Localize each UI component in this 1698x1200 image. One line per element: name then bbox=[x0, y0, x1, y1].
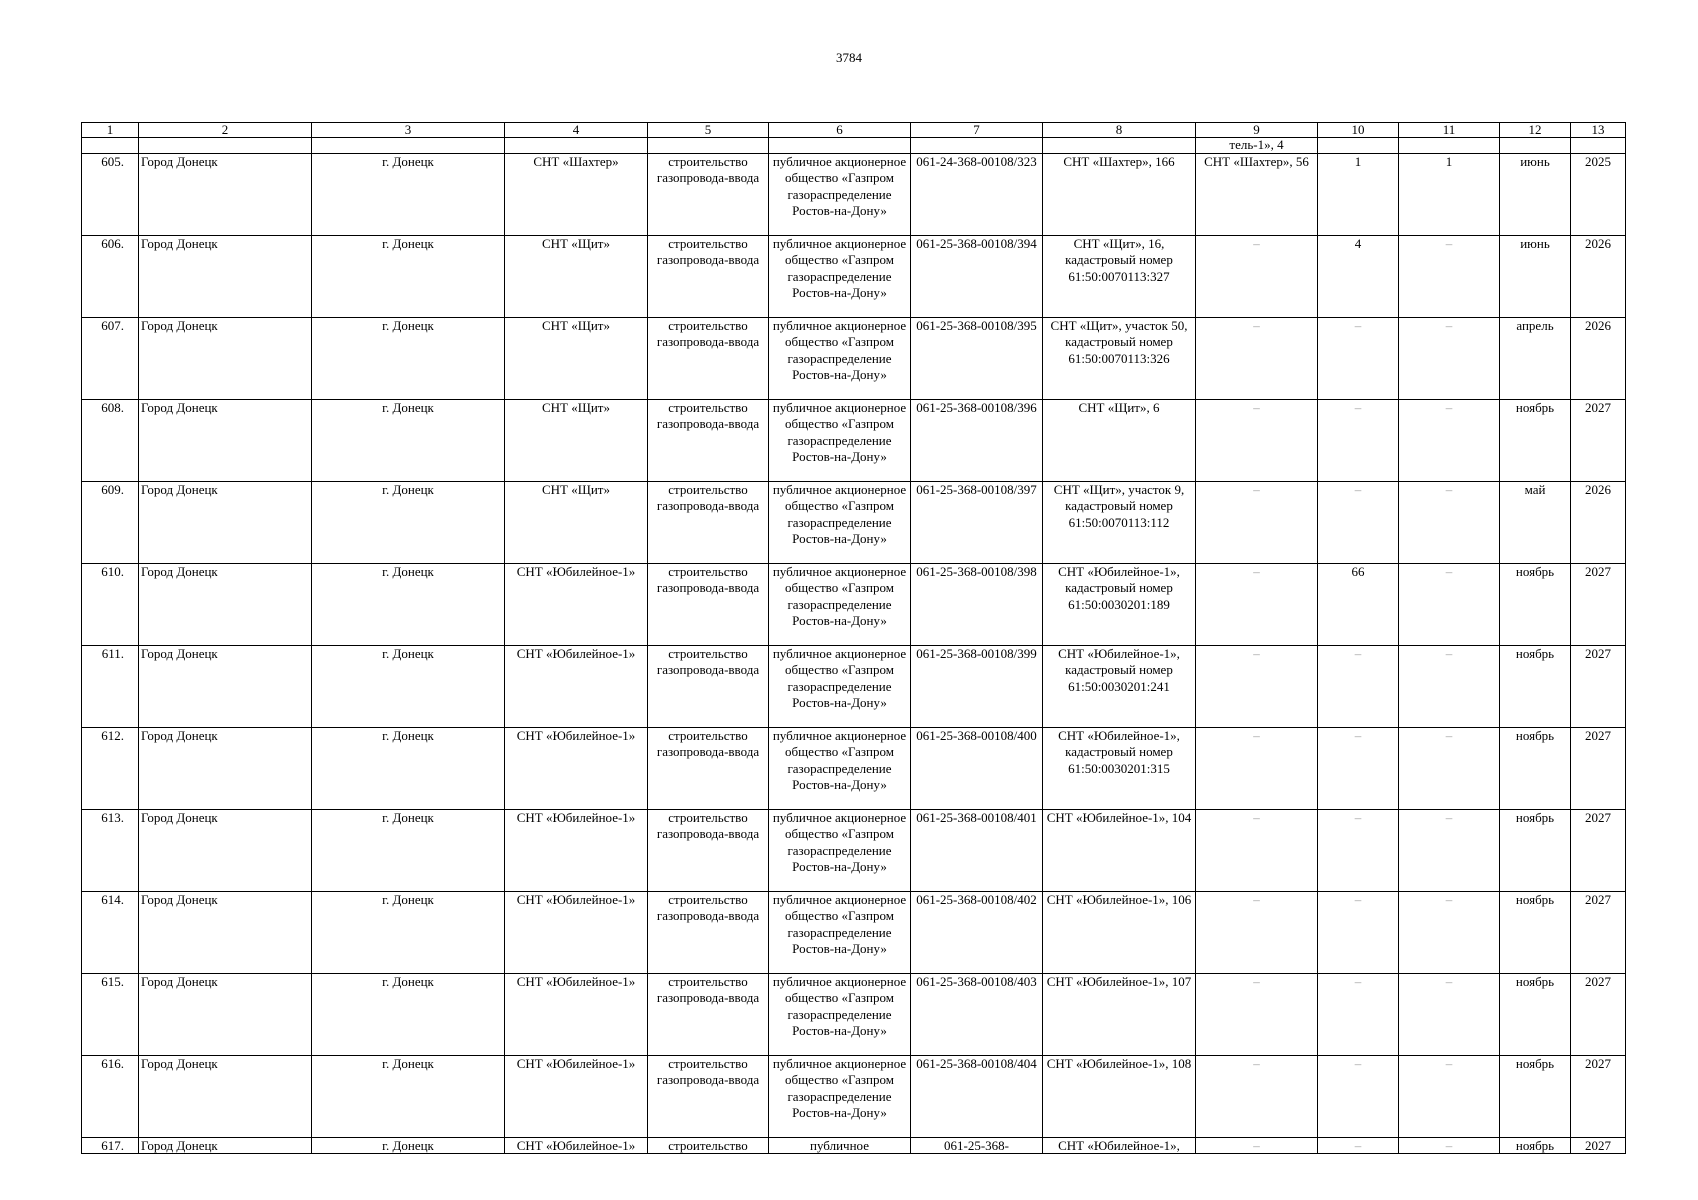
address-cell: СНТ «Юбилейное-1», 106 bbox=[1043, 892, 1196, 974]
address-cell: СНТ «Щит», участок 9, кадастровый номер 61:50:0070113:112 bbox=[1043, 482, 1196, 564]
work-type-cell: строительство газопровода-ввода bbox=[648, 482, 769, 564]
table-cell bbox=[1571, 138, 1626, 154]
code-cell: 061-25-368-00108/400 bbox=[911, 728, 1043, 810]
col11-cell: – bbox=[1399, 400, 1500, 482]
year-cell: 2027 bbox=[1571, 646, 1626, 728]
code-cell: 061-25-368-00108/395 bbox=[911, 318, 1043, 400]
year-cell: 2027 bbox=[1571, 728, 1626, 810]
work-type-cell: строительство газопровода-ввода bbox=[648, 1056, 769, 1138]
table-row bbox=[82, 482, 1626, 564]
municipality-cell: Город Донецк bbox=[139, 892, 312, 974]
register-table bbox=[81, 122, 1626, 1154]
organization-cell: публичное акционерное общество «Газпром газораспределение Ростов-на-Дону» bbox=[769, 318, 911, 400]
col10-cell: – bbox=[1318, 318, 1399, 400]
col10-cell: 1 bbox=[1318, 154, 1399, 236]
row-number-cell: 616. bbox=[82, 1056, 139, 1138]
col10-cell: – bbox=[1318, 1056, 1399, 1138]
month-cell: ноябрь bbox=[1500, 892, 1571, 974]
municipality-cell: Город Донецк bbox=[139, 974, 312, 1056]
month-cell: ноябрь bbox=[1500, 1056, 1571, 1138]
row-number-cell: 610. bbox=[82, 564, 139, 646]
address-cell: СНТ «Юбилейное-1», bbox=[1043, 1138, 1196, 1154]
column-number: 13 bbox=[1571, 123, 1626, 138]
month-cell: ноябрь bbox=[1500, 646, 1571, 728]
organization-cell: публичное акционерное общество «Газпром газораспределение Ростов-на-Дону» bbox=[769, 482, 911, 564]
address-cell: СНТ «Юбилейное-1», кадастровый номер 61:50:0030201:241 bbox=[1043, 646, 1196, 728]
work-type-cell: строительство газопровода-ввода bbox=[648, 154, 769, 236]
table-cell bbox=[1500, 138, 1571, 154]
address-cell: СНТ «Шахтер», 166 bbox=[1043, 154, 1196, 236]
month-cell: июнь bbox=[1500, 236, 1571, 318]
settlement-cell: г. Донецк bbox=[312, 154, 505, 236]
municipality-cell: Город Донецк bbox=[139, 1138, 312, 1154]
row-number-cell: 606. bbox=[82, 236, 139, 318]
row-number-cell: 608. bbox=[82, 400, 139, 482]
table-cell bbox=[505, 138, 648, 154]
table-cell bbox=[1318, 138, 1399, 154]
settlement-cell: г. Донецк bbox=[312, 646, 505, 728]
col11-cell: – bbox=[1399, 236, 1500, 318]
col11-cell: – bbox=[1399, 728, 1500, 810]
table-row bbox=[82, 564, 1626, 646]
row-number-cell: 605. bbox=[82, 154, 139, 236]
settlement-cell: г. Донецк bbox=[312, 810, 505, 892]
month-cell: ноябрь bbox=[1500, 400, 1571, 482]
column-number: 4 bbox=[505, 123, 648, 138]
table-row bbox=[82, 236, 1626, 318]
municipality-cell: Город Донецк bbox=[139, 810, 312, 892]
col10-cell: – bbox=[1318, 482, 1399, 564]
col9-cell: – bbox=[1196, 564, 1318, 646]
work-type-cell: строительство газопровода-ввода bbox=[648, 728, 769, 810]
col10-cell: – bbox=[1318, 400, 1399, 482]
code-cell: 061-25-368-00108/397 bbox=[911, 482, 1043, 564]
table-row bbox=[82, 318, 1626, 400]
address-cell: СНТ «Щит», 16, кадастровый номер 61:50:0070113:327 bbox=[1043, 236, 1196, 318]
municipality-cell: Город Донецк bbox=[139, 400, 312, 482]
col11-cell: – bbox=[1399, 564, 1500, 646]
row-number-cell: 614. bbox=[82, 892, 139, 974]
col11-cell: 1 bbox=[1399, 154, 1500, 236]
address-cell: СНТ «Юбилейное-1», кадастровый номер 61:50:0030201:315 bbox=[1043, 728, 1196, 810]
column-number: 6 bbox=[769, 123, 911, 138]
organization-cell: публичное акционерное общество «Газпром газораспределение Ростов-на-Дону» bbox=[769, 400, 911, 482]
year-cell: 2027 bbox=[1571, 892, 1626, 974]
continuation-row bbox=[82, 138, 1626, 154]
table-cell bbox=[1043, 138, 1196, 154]
address-cell: СНТ «Щит», 6 bbox=[1043, 400, 1196, 482]
month-cell: ноябрь bbox=[1500, 810, 1571, 892]
object-cell: СНТ «Щит» bbox=[505, 318, 648, 400]
col9-cell: – bbox=[1196, 400, 1318, 482]
year-cell: 2027 bbox=[1571, 400, 1626, 482]
work-type-cell: строительство газопровода-ввода bbox=[648, 564, 769, 646]
code-cell: 061-25-368-00108/402 bbox=[911, 892, 1043, 974]
work-type-cell: строительство газопровода-ввода bbox=[648, 892, 769, 974]
work-type-cell: строительство газопровода-ввода bbox=[648, 974, 769, 1056]
year-cell: 2027 bbox=[1571, 974, 1626, 1056]
settlement-cell: г. Донецк bbox=[312, 236, 505, 318]
col10-cell: – bbox=[1318, 646, 1399, 728]
row-number-cell: 611. bbox=[82, 646, 139, 728]
col10-cell: – bbox=[1318, 810, 1399, 892]
municipality-cell: Город Донецк bbox=[139, 728, 312, 810]
code-cell: 061-25-368- bbox=[911, 1138, 1043, 1154]
table-row bbox=[82, 892, 1626, 974]
municipality-cell: Город Донецк bbox=[139, 646, 312, 728]
col11-cell: – bbox=[1399, 318, 1500, 400]
table-row bbox=[82, 728, 1626, 810]
col9-cell: – bbox=[1196, 318, 1318, 400]
col9-cell: – bbox=[1196, 236, 1318, 318]
work-type-cell: строительство газопровода-ввода bbox=[648, 236, 769, 318]
month-cell: ноябрь bbox=[1500, 564, 1571, 646]
table-cell bbox=[769, 138, 911, 154]
table-row bbox=[82, 1056, 1626, 1138]
object-cell: СНТ «Юбилейное-1» bbox=[505, 1138, 648, 1154]
table-row bbox=[82, 810, 1626, 892]
year-cell: 2026 bbox=[1571, 482, 1626, 564]
column-number: 11 bbox=[1399, 123, 1500, 138]
table-cell bbox=[312, 138, 505, 154]
col11-cell: – bbox=[1399, 974, 1500, 1056]
month-cell: ноябрь bbox=[1500, 974, 1571, 1056]
object-cell: СНТ «Щит» bbox=[505, 482, 648, 564]
column-number: 5 bbox=[648, 123, 769, 138]
work-type-cell: строительство газопровода-ввода bbox=[648, 810, 769, 892]
col9-cell: – bbox=[1196, 482, 1318, 564]
municipality-cell: Город Донецк bbox=[139, 482, 312, 564]
col9-cell: – bbox=[1196, 1056, 1318, 1138]
settlement-cell: г. Донецк bbox=[312, 482, 505, 564]
code-cell: 061-25-368-00108/403 bbox=[911, 974, 1043, 1056]
organization-cell: публичное акционерное общество «Газпром газораспределение Ростов-на-Дону» bbox=[769, 646, 911, 728]
month-cell: ноябрь bbox=[1500, 728, 1571, 810]
table-cell bbox=[139, 138, 312, 154]
col10-cell: 4 bbox=[1318, 236, 1399, 318]
col11-cell: – bbox=[1399, 892, 1500, 974]
work-type-cell: строительство газопровода-ввода bbox=[648, 318, 769, 400]
col9-cell: СНТ «Шахтер», 56 bbox=[1196, 154, 1318, 236]
column-number: 3 bbox=[312, 123, 505, 138]
col10-cell: – bbox=[1318, 892, 1399, 974]
object-cell: СНТ «Юбилейное-1» bbox=[505, 974, 648, 1056]
settlement-cell: г. Донецк bbox=[312, 318, 505, 400]
object-cell: СНТ «Юбилейное-1» bbox=[505, 892, 648, 974]
month-cell: ноябрь bbox=[1500, 1138, 1571, 1154]
col11-cell: – bbox=[1399, 1056, 1500, 1138]
organization-cell: публичное акционерное общество «Газпром газораспределение Ростов-на-Дону» bbox=[769, 892, 911, 974]
year-cell: 2026 bbox=[1571, 236, 1626, 318]
column-number: 1 bbox=[82, 123, 139, 138]
object-cell: СНТ «Юбилейное-1» bbox=[505, 810, 648, 892]
col10-cell: – bbox=[1318, 728, 1399, 810]
year-cell: 2027 bbox=[1571, 1138, 1626, 1154]
col11-cell: – bbox=[1399, 646, 1500, 728]
year-cell: 2026 bbox=[1571, 318, 1626, 400]
column-number: 7 bbox=[911, 123, 1043, 138]
row-number-cell: 615. bbox=[82, 974, 139, 1056]
object-cell: СНТ «Юбилейное-1» bbox=[505, 1056, 648, 1138]
table-body bbox=[82, 123, 1626, 1154]
table-row bbox=[82, 974, 1626, 1056]
col10-cell: 66 bbox=[1318, 564, 1399, 646]
table-row bbox=[82, 1138, 1626, 1154]
organization-cell: публичное акционерное общество «Газпром газораспределение Ростов-на-Дону» bbox=[769, 564, 911, 646]
address-cell: СНТ «Юбилейное-1», 108 bbox=[1043, 1056, 1196, 1138]
table-row bbox=[82, 646, 1626, 728]
column-number: 12 bbox=[1500, 123, 1571, 138]
table-cell bbox=[1399, 138, 1500, 154]
col9-cell: – bbox=[1196, 974, 1318, 1056]
table-cell bbox=[911, 138, 1043, 154]
organization-cell: публичное акционерное общество «Газпром газораспределение Ростов-на-Дону» bbox=[769, 728, 911, 810]
settlement-cell: г. Донецк bbox=[312, 564, 505, 646]
row-number-cell: 612. bbox=[82, 728, 139, 810]
work-type-cell: строительство газопровода-ввода bbox=[648, 646, 769, 728]
row-number-cell: 607. bbox=[82, 318, 139, 400]
code-cell: 061-25-368-00108/404 bbox=[911, 1056, 1043, 1138]
settlement-cell: г. Донецк bbox=[312, 892, 505, 974]
code-cell: 061-25-368-00108/396 bbox=[911, 400, 1043, 482]
settlement-cell: г. Донецк bbox=[312, 1056, 505, 1138]
page-number: 3784 bbox=[836, 50, 862, 65]
continuation-cell: тель-1», 4 bbox=[1196, 138, 1318, 154]
organization-cell: публичное bbox=[769, 1138, 911, 1154]
col9-cell: – bbox=[1196, 728, 1318, 810]
address-cell: СНТ «Юбилейное-1», кадастровый номер 61:50:0030201:189 bbox=[1043, 564, 1196, 646]
organization-cell: публичное акционерное общество «Газпром газораспределение Ростов-на-Дону» bbox=[769, 1056, 911, 1138]
col9-cell: – bbox=[1196, 892, 1318, 974]
col11-cell: – bbox=[1399, 1138, 1500, 1154]
settlement-cell: г. Донецк bbox=[312, 974, 505, 1056]
row-number-cell: 613. bbox=[82, 810, 139, 892]
table-row bbox=[82, 400, 1626, 482]
object-cell: СНТ «Щит» bbox=[505, 400, 648, 482]
organization-cell: публичное акционерное общество «Газпром газораспределение Ростов-на-Дону» bbox=[769, 810, 911, 892]
settlement-cell: г. Донецк bbox=[312, 728, 505, 810]
row-number-cell: 617. bbox=[82, 1138, 139, 1154]
address-cell: СНТ «Юбилейное-1», 107 bbox=[1043, 974, 1196, 1056]
col10-cell: – bbox=[1318, 1138, 1399, 1154]
object-cell: СНТ «Юбилейное-1» bbox=[505, 564, 648, 646]
object-cell: СНТ «Шахтер» bbox=[505, 154, 648, 236]
year-cell: 2027 bbox=[1571, 810, 1626, 892]
code-cell: 061-25-368-00108/399 bbox=[911, 646, 1043, 728]
col11-cell: – bbox=[1399, 810, 1500, 892]
column-number-row bbox=[82, 123, 1626, 138]
object-cell: СНТ «Юбилейное-1» bbox=[505, 646, 648, 728]
address-cell: СНТ «Юбилейное-1», 104 bbox=[1043, 810, 1196, 892]
table-cell bbox=[82, 138, 139, 154]
code-cell: 061-25-368-00108/398 bbox=[911, 564, 1043, 646]
code-cell: 061-25-368-00108/394 bbox=[911, 236, 1043, 318]
col10-cell: – bbox=[1318, 974, 1399, 1056]
col11-cell: – bbox=[1399, 482, 1500, 564]
address-cell: СНТ «Щит», участок 50, кадастровый номер 61:50:0070113:326 bbox=[1043, 318, 1196, 400]
table-cell bbox=[648, 138, 769, 154]
col9-cell: – bbox=[1196, 1138, 1318, 1154]
col9-cell: – bbox=[1196, 810, 1318, 892]
organization-cell: публичное акционерное общество «Газпром газораспределение Ростов-на-Дону» bbox=[769, 154, 911, 236]
col9-cell: – bbox=[1196, 646, 1318, 728]
work-type-cell: строительство bbox=[648, 1138, 769, 1154]
municipality-cell: Город Донецк bbox=[139, 154, 312, 236]
code-cell: 061-25-368-00108/401 bbox=[911, 810, 1043, 892]
row-number-cell: 609. bbox=[82, 482, 139, 564]
code-cell: 061-24-368-00108/323 bbox=[911, 154, 1043, 236]
month-cell: апрель bbox=[1500, 318, 1571, 400]
settlement-cell: г. Донецк bbox=[312, 1138, 505, 1154]
year-cell: 2027 bbox=[1571, 1056, 1626, 1138]
municipality-cell: Город Донецк bbox=[139, 318, 312, 400]
year-cell: 2025 bbox=[1571, 154, 1626, 236]
column-number: 2 bbox=[139, 123, 312, 138]
object-cell: СНТ «Щит» bbox=[505, 236, 648, 318]
organization-cell: публичное акционерное общество «Газпром газораспределение Ростов-на-Дону» bbox=[769, 974, 911, 1056]
settlement-cell: г. Донецк bbox=[312, 400, 505, 482]
year-cell: 2027 bbox=[1571, 564, 1626, 646]
municipality-cell: Город Донецк bbox=[139, 1056, 312, 1138]
month-cell: май bbox=[1500, 482, 1571, 564]
work-type-cell: строительство газопровода-ввода bbox=[648, 400, 769, 482]
column-number: 8 bbox=[1043, 123, 1196, 138]
column-number: 10 bbox=[1318, 123, 1399, 138]
object-cell: СНТ «Юбилейное-1» bbox=[505, 728, 648, 810]
municipality-cell: Город Донецк bbox=[139, 564, 312, 646]
table-row bbox=[82, 154, 1626, 236]
municipality-cell: Город Донецк bbox=[139, 236, 312, 318]
column-number: 9 bbox=[1196, 123, 1318, 138]
organization-cell: публичное акционерное общество «Газпром газораспределение Ростов-на-Дону» bbox=[769, 236, 911, 318]
month-cell: июнь bbox=[1500, 154, 1571, 236]
